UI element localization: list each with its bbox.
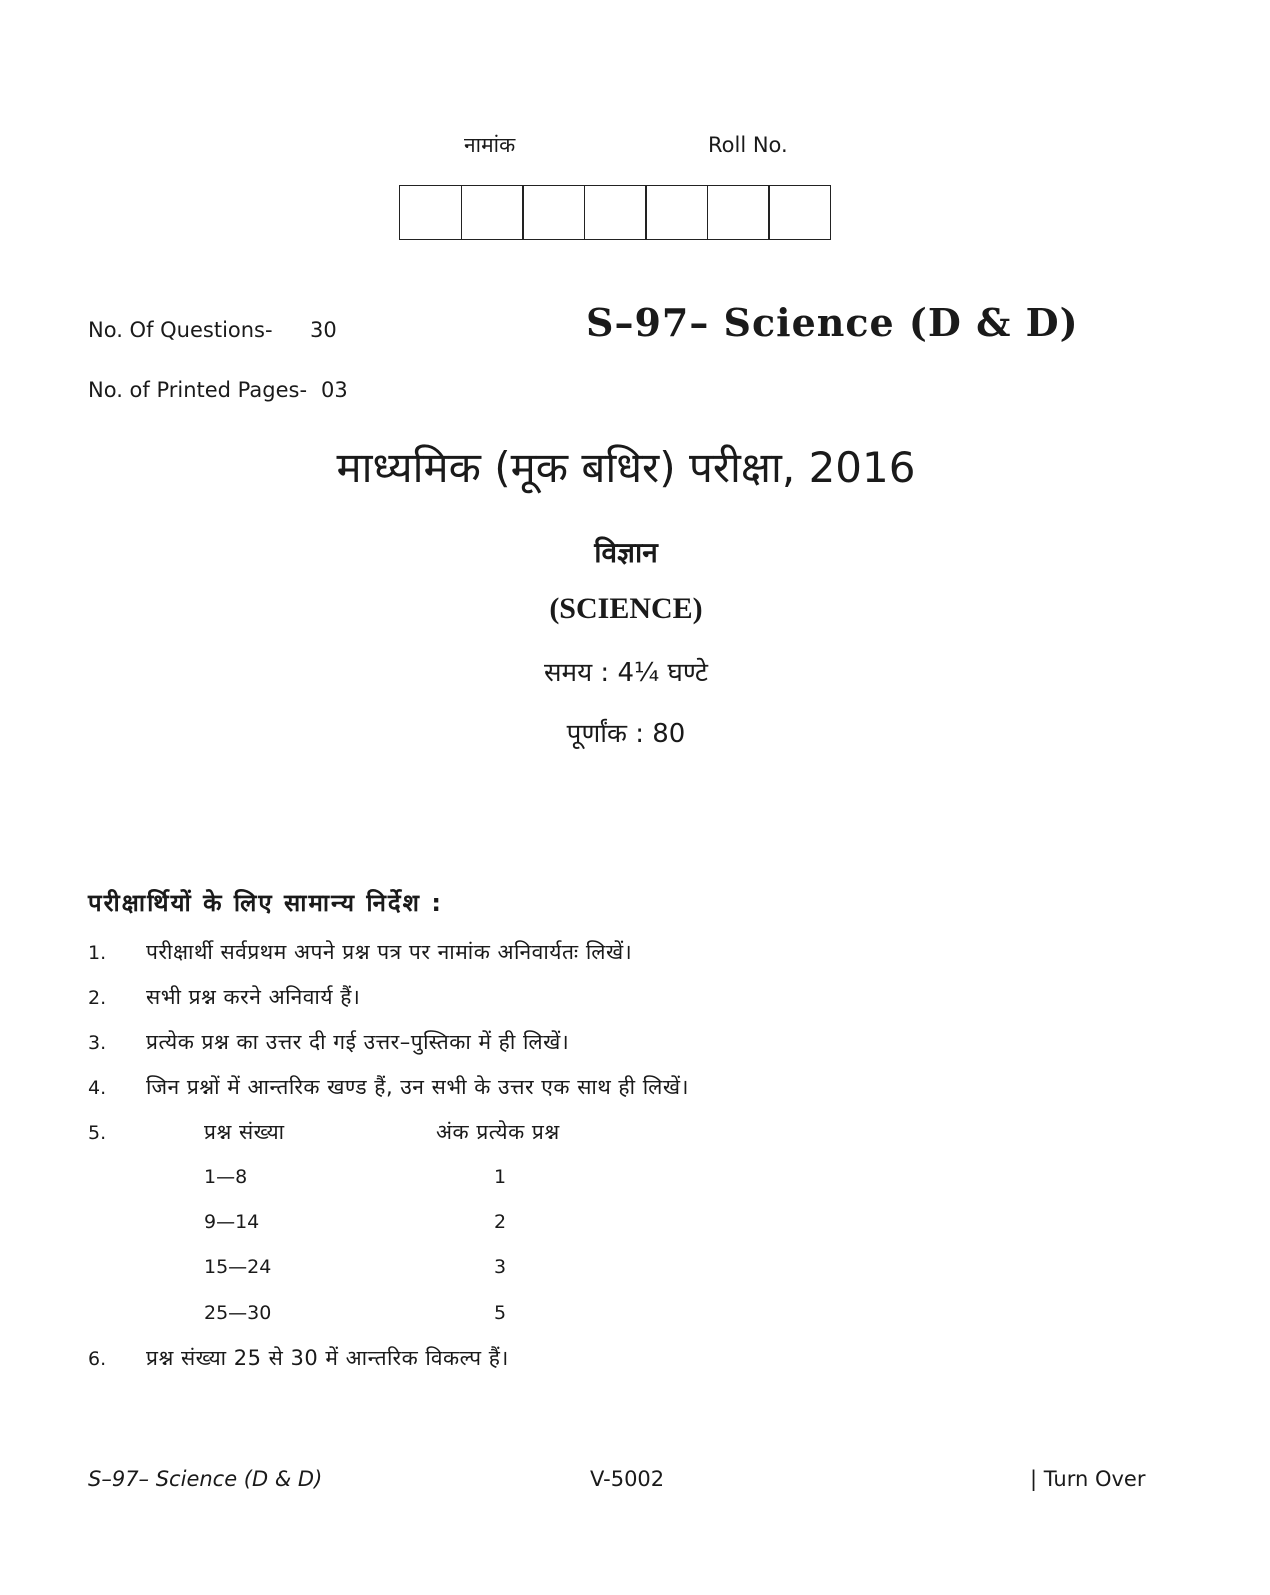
roll-box [522,185,585,240]
instruction-number: 3. [88,1032,107,1054]
questions-count-value: 30 [310,318,337,342]
instruction-text: परीक्षार्थी सर्वप्रथम अपने प्रश्न पत्र पर नामांक अनिवार्यतः लिखें। [146,940,633,964]
exam-title: माध्यमिक (मूक बधिर) परीक्षा, 2016 [336,443,916,492]
table-cell-range: 9—14 [204,1211,260,1233]
instruction-number: 5. [88,1122,107,1144]
instruction-number: 4. [88,1077,107,1099]
table-cell-range: 25—30 [204,1302,272,1324]
printed-pages-label: No. of Printed Pages- [88,378,308,402]
table-cell-marks: 3 [494,1256,507,1278]
instruction-number: 1. [88,942,107,964]
instruction-text: जिन प्रश्नों में आन्तरिक खण्ड हैं, उन सभी के उत्तर एक साथ ही लिखें। [146,1075,690,1099]
roll-box [645,185,708,240]
footer-paper-code: S–97– Science (D & D) [88,1467,323,1491]
instruction-text: प्रश्न संख्या 25 से 30 में आन्तरिक विकल्प हैं। [146,1346,509,1370]
roll-box [461,185,524,240]
exam-duration: समय : 4¼ घण्टे [543,658,709,688]
instruction-text: प्रत्येक प्रश्न का उत्तर दी गई उत्तर–पुस्तिका में ही लिखें। [146,1030,570,1054]
subject-english: (SCIENCE) [549,592,703,625]
roll-label-hindi: नामांक [464,133,516,157]
table-cell-marks: 5 [494,1302,507,1324]
table-header-question-number: प्रश्न संख्या [204,1120,285,1144]
instruction-number: 2. [88,987,107,1009]
paper-code-title: S–97– Science (D & D) [586,300,1079,345]
roll-box [399,185,462,240]
table-cell-range: 1—8 [204,1166,248,1188]
roll-box [707,185,770,240]
roll-number-boxes [399,185,831,240]
printed-pages-value: 03 [321,378,348,402]
instruction-number: 6. [88,1348,107,1370]
footer-version-code: V-5002 [590,1467,665,1491]
table-header-marks-each: अंक प्रत्येक प्रश्न [436,1120,560,1144]
subject-hindi: विज्ञान [594,536,658,569]
instructions-heading: परीक्षार्थियों के लिए सामान्य निर्देश : [88,889,443,917]
instruction-text: सभी प्रश्न करने अनिवार्य हैं। [146,985,361,1009]
maximum-marks: पूर्णांक : 80 [566,719,686,749]
table-cell-range: 15—24 [204,1256,272,1278]
roll-label-english: Roll No. [708,133,788,157]
questions-count-label: No. Of Questions- [88,318,273,342]
roll-box [768,185,831,240]
table-cell-marks: 1 [494,1166,507,1188]
footer-turn-over: | Turn Over [1030,1467,1146,1491]
table-cell-marks: 2 [494,1211,507,1233]
roll-box [584,185,647,240]
